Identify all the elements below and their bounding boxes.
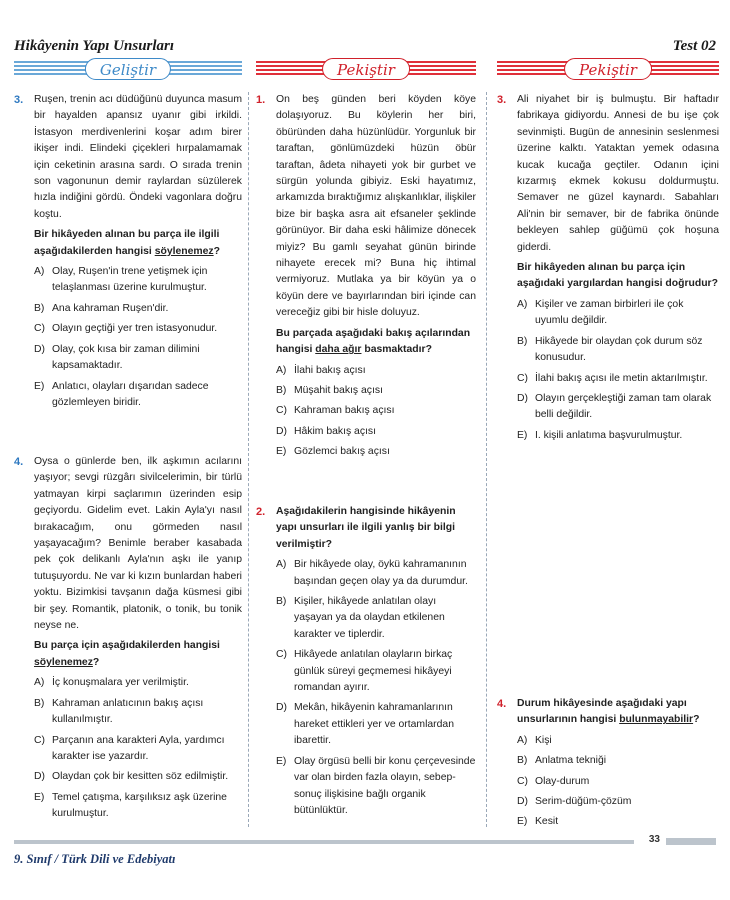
option-c[interactable]: C) Olayın geçtiği yer tren istasyonudur. — [34, 323, 218, 335]
question-passage: Ruşen, trenin acı düdüğünü duyunca masum bir hayalden apansız uyanır gibi irkildi. İstasyon merdivenlerini koşar adım birer ikişer indi. Elindeki çiçekleri hırpalamamak için ceketinin arasına sardı. O sırada trenin son vagonunun demir raylardan süzülerek hızla indiğini gördü. Öndeki vagonlara doğru koştu. — [34, 94, 242, 220]
banner-label: Pekiştir — [564, 58, 652, 80]
option-c[interactable]: C) Olay-durum — [517, 775, 590, 787]
page-number: 33 — [648, 834, 660, 845]
question-passage: Ali niyahet bir iş bulmuştu. Bir haftadır fabrikaya gidiyordu. Annesi de bu işe çok sevinmişti. Bugün de annesinin seslenmesi üzerine kalktı. Yataktan yemek odasına kucak kucağa geçtiler. Odanın içini kızarmış ekmek kokusu doldurmuştu. Semaver ne güzel kaynardı. Sabahları Ali'nin bir semaver, bir de fabrika önünde bekleyen sahlep güğümü çok hoşuna giderdi. — [517, 94, 719, 253]
question-number: 4. — [14, 456, 24, 468]
option-d[interactable]: D) Olaydan çok bir kesitten söz edilmiştir. — [34, 771, 229, 783]
banner-pekistir-right — [497, 58, 719, 80]
option-d[interactable]: D) Hâkim bakış açısı — [276, 425, 376, 437]
option-a[interactable]: A) İç konuşmalara yer verilmiştir. — [34, 677, 189, 689]
option-a[interactable]: A) İlahi bakış açısı — [276, 364, 366, 376]
option-a[interactable]: A) Kişi — [517, 734, 552, 746]
book-title: 9. Sınıf / Türk Dili ve Edebiyatı — [14, 852, 176, 866]
option-a[interactable]: A) Bir hikâyede olay, öykü kahramanının başından geçen olay ya da durumdur. — [276, 559, 468, 587]
column-divider — [248, 92, 249, 827]
question-4-right — [497, 696, 719, 835]
question-number: 1. — [256, 94, 266, 106]
option-d[interactable]: D) Serim-düğüm-çözüm — [517, 796, 632, 808]
option-b[interactable]: B) Müşahit bakış açısı — [276, 384, 383, 396]
banner-label: Geliştir — [85, 58, 171, 80]
column-divider — [486, 92, 487, 827]
option-d[interactable]: D) Mekân, hikâyenin kahramanlarının hareket ettikleri yer ve ortamlardan ibarettir. — [276, 702, 454, 747]
option-b[interactable]: B) Hikâyede bir olaydan çok durum söz konusudur. — [517, 335, 703, 364]
question-stem: Bu parça için aşağıdakilerden hangisi söylenemez? — [34, 640, 220, 668]
option-e[interactable]: E) Kesit — [517, 816, 559, 828]
question-stem: Bu parçada aşağıdaki bakış açılarından hangisi daha ağır basmaktadır? — [276, 327, 471, 356]
option-b[interactable]: B) Ana kahraman Ruşen'dir. — [34, 302, 169, 314]
option-c[interactable]: C) Kahraman bakış açısı — [276, 405, 395, 417]
question-3-right — [497, 92, 719, 448]
footer-accent-bar — [666, 838, 716, 845]
option-c[interactable]: C) İlahi bakış açısı ile metin aktarılmıştır. — [517, 372, 708, 384]
question-passage: Oysa o günlerde ben, ilk aşkımın acılarını yaşıyor; sevgi rüzgârı sivilcelerimin, bir türlü yatmayan kirpi saçlarımın üzerinden esip geçiyordu. Gidelim evet. Lakin Ayla'yı nasıl bırakacağım, onu görmeden nasıl yaşayacağım? Benimle beraber kasabada pek çok delikanlı Ayla'nın aşkı ile yanıp tutuşuyordu. Ne var ki kızın bunlardan haberi yoktu. Bizimkisi tavşanın dağa küsmesi gibi bir şey. Romantik, platonik, o tonik, bu tonik neyse ne. — [34, 456, 242, 632]
question-stem: Durum hikâyesinde aşağıdaki yapı unsurlarının hangisi bulunmayabilir? — [517, 698, 700, 726]
banner-pekistir-middle — [256, 58, 476, 80]
option-d[interactable]: D) Olay, çok kısa bir zaman dilimini kapsamaktadır. — [34, 343, 200, 372]
test-label: Test 02 — [672, 38, 716, 54]
option-c[interactable]: C) Hikâyede anlatılan olayların birkaç günlük süreyi geçmemesi hikâyeyi romandan ayırır. — [276, 649, 453, 694]
question-number: 2. — [256, 506, 266, 518]
banner-gelistir — [14, 58, 242, 80]
option-c[interactable]: C) Parçanın ana karakteri Ayla, yardımcı karakter ise yazardır. — [34, 734, 225, 762]
question-number: 3. — [14, 94, 24, 106]
question-2-middle — [256, 504, 476, 823]
page-header-title: Hikâyenin Yapı Unsurları — [14, 38, 175, 54]
option-e[interactable]: E) I. kişili anlatıma başvurulmuştur. — [517, 429, 683, 441]
option-e[interactable]: E) Temel çatışma, karşılıksız aşk üzerine kurulmuştur. — [34, 791, 227, 820]
question-stem: Aşağıdakilerin hangisinde hikâyenin yapı unsurları ile ilgili yanlış bir bilgi verilmiştir? — [276, 506, 456, 550]
banner-label: Pekiştir — [322, 58, 410, 80]
option-a[interactable]: A) Olay, Ruşen'in trene yetişmek için telaşlanması üzerine kurulmuştur. — [34, 266, 208, 294]
question-stem: Bir hikâyeden alınan bu parça için aşağıdaki yargılardan hangisi doğrudur? — [517, 262, 718, 290]
question-1-middle — [256, 92, 476, 465]
option-b[interactable]: B) Kişiler, hikâyede anlatılan olayı yaşayan ya da olaydan etkilenen karakter ve tiplerdir. — [276, 596, 445, 640]
option-e[interactable]: E) Olay örgüsü belli bir konu çerçevesinde var olan birden fazla olayın, sebep-sonuç ilişkisine bağlı organik bütünlüktür. — [276, 755, 476, 816]
question-number: 4. — [497, 698, 507, 710]
question-4-left — [14, 454, 242, 827]
option-b[interactable]: B) Kahraman anlatıcının bakış açısı kullanılmıştır. — [34, 697, 204, 726]
option-e[interactable]: E) Anlatıcı, olayları dışarıdan sadece gözlemleyen biridir. — [34, 380, 209, 408]
option-e[interactable]: E) Gözlemci bakış açısı — [276, 446, 390, 458]
question-3-left — [14, 92, 242, 415]
footer-rule — [14, 840, 634, 844]
option-d[interactable]: D) Olayın gerçekleştiği zaman tam olarak belli değildir. — [517, 392, 712, 421]
question-number: 3. — [497, 94, 507, 106]
option-b[interactable]: B) Anlatma tekniği — [517, 755, 607, 767]
question-stem: Bir hikâyeden alınan bu parça ile ilgili aşağıdakilerden hangisi söylenemez? — [34, 229, 220, 257]
option-a[interactable]: A) Kişiler ve zaman birbirleri ile çok uyumlu değildir. — [517, 298, 684, 327]
question-passage: On beş günden beri köyden köye dolaşıyoruz. Bu köylerin her biri, öbüründen daha hüzünlüdür. Yorgunluk bir taraftan, gönlümüzdeki hüzün öbür taraftan, âdeta nihayeti yok bir gurbet ve sürgün yolunda gibiyiz. Eski hayatımız, arkamızda bıraktığımız alışkanlıklar, ilişkiler bize bir başka asra ait efsaneler şeklinde görünüyor. Bir daha eski hâlimize dönecek miyiz? Bu gamlı seyahat günün birinde nihayete erecek mi? Buna hiç ihtimal vermiyoruz. Mutlaka ya bir köyün ya o köyün dere ve bayırlarından biri içinde can vereceğiz gibi bir hisle doluyuz. — [276, 94, 476, 319]
